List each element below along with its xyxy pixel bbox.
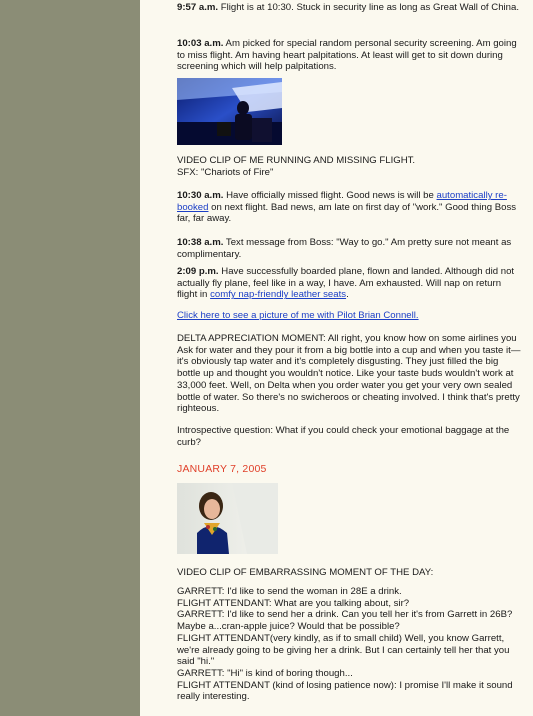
dialogue-line: FLIGHT ATTENDANT: What are you talking about, sir? (177, 597, 410, 609)
entry-time: 2:09 p.m. (177, 266, 219, 277)
entry-text: Flight is at 10:30. Stuck in security line as long as Great Wall of China. (218, 2, 519, 13)
entry-text: . (346, 289, 349, 301)
left-sidebar-band (0, 0, 140, 716)
video-clip-airport-thumbnail[interactable] (177, 78, 282, 145)
entry-text: on next flight. Bad news, am late on first day of "work." Good thing Boss far, far away. (177, 201, 517, 225)
auto-rebooked-link[interactable]: automatically re-booked (177, 190, 507, 213)
pilot-picture-paragraph (177, 310, 522, 322)
dialogue-line: GARRETT: "Hi" is kind of boring though... (177, 667, 353, 679)
clip-title: VIDEO CLIP OF ME RUNNING AND MISSING FLIGHT. (177, 155, 416, 166)
clip-caption-embarrassing: VIDEO CLIP OF EMBARRASSING MOMENT OF THE DAY: (177, 567, 434, 578)
entry-text: Have successfully boarded plane, flown and landed. Although did not actually fly plane, feel like in a way, I have. Am exhausted. Will nap on return flight in (177, 266, 515, 301)
leather-seats-link[interactable]: comfy nap-friendly leather seats (210, 289, 347, 301)
entry-text: Have officially missed flight. Good news is will be (223, 190, 437, 201)
entry-1003 (177, 38, 522, 73)
entry-time: 10:03 a.m. (177, 38, 224, 49)
dialogue-line: FLIGHT ATTENDANT (kind of losing patience now): I promise I'll make it sound really interesting. (177, 679, 513, 703)
date-heading: JANUARY 7, 2005 (177, 463, 267, 475)
dialogue-line: GARRETT: I'd like to send the woman in 28E a drink. (177, 586, 402, 597)
entry-0209 (177, 266, 522, 301)
clip-sfx: SFX: "Chariots of Fire" (177, 166, 274, 178)
delta-appreciation-moment: DELTA APPRECIATION MOMENT: All right, you know how on some airlines you Ask for water and they pour it from a big bottle into a cup and when you taste it—it's obviously tap water and it's completely disgusting. They just filled the big bottle up and thought you wouldn't notice. Like your taste buds wouldn't work at 33,000 feet. Well, on Delta when you order water you get your very own sealed bottle of water. So there's no swicheroos or cheating involved. I think that's pretty righteous. (177, 333, 521, 415)
video-clip-flight-attendant-thumbnail[interactable] (177, 483, 278, 554)
introspective-question: Introspective question: What if you could check your emotional baggage at the curb? (177, 425, 510, 448)
entry-time: 10:30 a.m. (177, 190, 224, 201)
entry-time: 9:57 a.m. (177, 2, 219, 13)
entry-0957 (177, 2, 522, 14)
entry-text: Am picked for special random personal security screening. Am going to miss flight. Am having heart palpitations. At least will get to sit down during screening which will help palpitations. (177, 38, 517, 73)
entry-1038 (177, 237, 522, 260)
entry-1030 (177, 190, 522, 225)
pilot-picture-link[interactable]: Click here to see a picture of me with Pilot Brian Connell. (177, 310, 419, 321)
clip-caption-missing-flight (177, 155, 522, 178)
entry-text: Text message from Boss: "Way to go." Am pretty sure not meant as complimentary. (177, 237, 512, 260)
dialogue-line: FLIGHT ATTENDANT(very kindly, as if to small child) Well, you know Garrett, we're already going to be giving her a drink. But I can certainly tell her that you said "hi." (177, 632, 510, 668)
entry-time: 10:38 a.m. (177, 237, 224, 248)
dialogue-block (177, 586, 522, 703)
dialogue-line: GARRETT: I'd like to send her a drink. Can you tell her it's from Garrett in 26B? Maybe a...cran-apple juice? Would that be possible? (177, 609, 513, 633)
